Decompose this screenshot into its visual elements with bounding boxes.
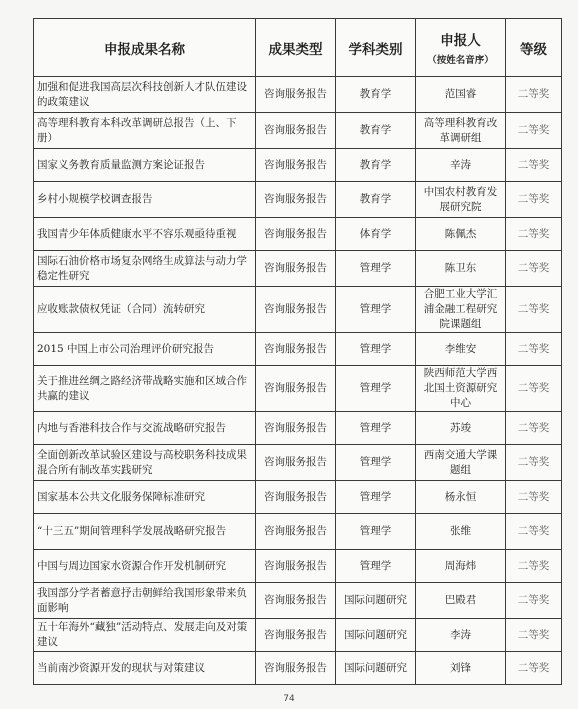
table-row xyxy=(34,619,562,652)
achievement-name-cell: 2015 中国上市公司治理评价研究报告 xyxy=(34,333,256,366)
table-header-row xyxy=(34,19,562,77)
subject-category-cell: 管理学 xyxy=(336,412,416,445)
reporter-cell: 周海炜 xyxy=(416,550,506,583)
table-row xyxy=(34,218,562,251)
achievement-type-cell: 咨询服务报告 xyxy=(256,550,336,583)
achievement-type-cell: 咨询服务报告 xyxy=(256,514,336,550)
subject-category-cell: 教育学 xyxy=(336,182,416,218)
page-number: 74 xyxy=(283,694,295,704)
achievement-name-cell: 国家基本公共文化服务保障标准研究 xyxy=(34,481,256,514)
achievement-type-cell: 咨询服务报告 xyxy=(256,652,336,685)
award-grade-cell: 二等奖 xyxy=(506,251,562,287)
subject-category-cell: 国际问题研究 xyxy=(336,619,416,652)
header-subject: 学科类别 xyxy=(336,19,416,77)
achievement-name-cell: 关于推进丝绸之路经济带战略实施和区域合作共赢的建议 xyxy=(34,366,256,412)
achievement-type-cell: 咨询服务报告 xyxy=(256,218,336,251)
achievement-name-cell: 高等理科教育本科改革调研总报告（上、下册） xyxy=(34,113,256,149)
subject-category-cell: 管理学 xyxy=(336,287,416,333)
subject-category-cell: 管理学 xyxy=(336,514,416,550)
achievement-name-cell: “十三五”期间管理科学发展战略研究报告 xyxy=(34,514,256,550)
achievement-name-cell: 应收账款债权凭证（合同）流转研究 xyxy=(34,287,256,333)
reporter-cell: 杨永恒 xyxy=(416,481,506,514)
table-row xyxy=(34,652,562,685)
achievement-type-cell: 咨询服务报告 xyxy=(256,182,336,218)
subject-category-cell: 管理学 xyxy=(336,333,416,366)
award-grade-cell: 二等奖 xyxy=(506,287,562,333)
reporter-cell: 苏竣 xyxy=(416,412,506,445)
table-row xyxy=(34,182,562,218)
achievement-type-cell: 咨询服务报告 xyxy=(256,287,336,333)
achievement-name-cell: 中国与周边国家水资源合作开发机制研究 xyxy=(34,550,256,583)
subject-category-cell: 管理学 xyxy=(336,550,416,583)
table-row xyxy=(34,77,562,113)
achievement-name-cell: 内地与香港科技合作与交流战略研究报告 xyxy=(34,412,256,445)
achievement-type-cell: 咨询服务报告 xyxy=(256,77,336,113)
subject-category-cell: 教育学 xyxy=(336,149,416,182)
award-grade-cell: 二等奖 xyxy=(506,550,562,583)
achievement-type-cell: 咨询服务报告 xyxy=(256,149,336,182)
award-grade-cell: 二等奖 xyxy=(506,583,562,619)
achievement-type-cell: 咨询服务报告 xyxy=(256,113,336,149)
award-grade-cell: 二等奖 xyxy=(506,333,562,366)
achievement-name-cell: 我国青少年体质健康水平不容乐观亟待重视 xyxy=(34,218,256,251)
award-grade-cell: 二等奖 xyxy=(506,77,562,113)
award-grade-cell: 二等奖 xyxy=(506,652,562,685)
achievement-name-cell: 我国部分学者蓄意抒击朝鲜给我国形象带来负面影响 xyxy=(34,583,256,619)
header-name: 申报成果名称 xyxy=(34,19,256,77)
reporter-cell: 李涛 xyxy=(416,619,506,652)
award-grade-cell: 二等奖 xyxy=(506,218,562,251)
table-row xyxy=(34,514,562,550)
reporter-cell: 李维安 xyxy=(416,333,506,366)
header-type: 成果类型 xyxy=(256,19,336,77)
achievement-type-cell: 咨询服务报告 xyxy=(256,366,336,412)
award-grade-cell: 二等奖 xyxy=(506,113,562,149)
reporter-cell: 陈佩杰 xyxy=(416,218,506,251)
subject-category-cell: 体育学 xyxy=(336,218,416,251)
awards-table xyxy=(33,18,562,685)
subject-category-cell: 国际问题研究 xyxy=(336,652,416,685)
reporter-cell: 中国农村教育发展研究院 xyxy=(416,182,506,218)
award-grade-cell: 二等奖 xyxy=(506,366,562,412)
subject-category-cell: 教育学 xyxy=(336,77,416,113)
subject-category-cell: 管理学 xyxy=(336,251,416,287)
subject-category-cell: 管理学 xyxy=(336,481,416,514)
award-grade-cell: 二等奖 xyxy=(506,619,562,652)
reporter-cell: 巴殿君 xyxy=(416,583,506,619)
subject-category-cell: 管理学 xyxy=(336,445,416,481)
table-row xyxy=(34,583,562,619)
table-row xyxy=(34,366,562,412)
award-grade-cell: 二等奖 xyxy=(506,445,562,481)
table-row xyxy=(34,445,562,481)
reporter-cell: 陈卫东 xyxy=(416,251,506,287)
reporter-cell: 合肥工业大学汇浦金融工程研究院课题组 xyxy=(416,287,506,333)
reporter-cell: 刘锋 xyxy=(416,652,506,685)
achievement-type-cell: 咨询服务报告 xyxy=(256,583,336,619)
header-grade: 等级 xyxy=(506,19,562,77)
achievement-type-cell: 咨询服务报告 xyxy=(256,445,336,481)
table-row xyxy=(34,481,562,514)
reporter-cell: 陕西师范大学西北国土资源研究中心 xyxy=(416,366,506,412)
award-grade-cell: 二等奖 xyxy=(506,149,562,182)
award-grade-cell: 二等奖 xyxy=(506,514,562,550)
award-grade-cell: 二等奖 xyxy=(506,182,562,218)
achievement-name-cell: 加强和促进我国高层次科技创新人才队伍建设的政策建议 xyxy=(34,77,256,113)
reporter-cell: 范国睿 xyxy=(416,77,506,113)
header-reporter-title: 申报人 xyxy=(440,33,481,49)
reporter-cell: 张维 xyxy=(416,514,506,550)
achievement-type-cell: 咨询服务报告 xyxy=(256,333,336,366)
table-row xyxy=(34,412,562,445)
achievement-type-cell: 咨询服务报告 xyxy=(256,412,336,445)
achievement-name-cell: 五十年海外“藏独”活动特点、发展走向及对策建议 xyxy=(34,619,256,652)
achievement-name-cell: 乡村小规模学校调查报告 xyxy=(34,182,256,218)
achievement-name-cell: 国际石油价格市场复杂网络生成算法与动力学稳定性研究 xyxy=(34,251,256,287)
table-row xyxy=(34,550,562,583)
header-reporter xyxy=(416,19,506,77)
table-row xyxy=(34,113,562,149)
reporter-cell: 西南交通大学课题组 xyxy=(416,445,506,481)
table-row xyxy=(34,287,562,333)
subject-category-cell: 管理学 xyxy=(336,366,416,412)
achievement-name-cell: 国家义务教育质量监测方案论证报告 xyxy=(34,149,256,182)
reporter-cell: 辛涛 xyxy=(416,149,506,182)
table-row xyxy=(34,333,562,366)
achievement-type-cell: 咨询服务报告 xyxy=(256,251,336,287)
achievement-type-cell: 咨询服务报告 xyxy=(256,481,336,514)
achievement-name-cell: 全面创新改革试验区建设与高校职务科技成果混合所有制改革实践研究 xyxy=(34,445,256,481)
award-grade-cell: 二等奖 xyxy=(506,412,562,445)
header-reporter-note: （按姓名音序） xyxy=(427,55,494,66)
subject-category-cell: 教育学 xyxy=(336,113,416,149)
reporter-cell: 高等理科教育改革调研组 xyxy=(416,113,506,149)
award-grade-cell: 二等奖 xyxy=(506,481,562,514)
table-row xyxy=(34,149,562,182)
achievement-name-cell: 当前南沙资源开发的现状与对策建议 xyxy=(34,652,256,685)
achievement-type-cell: 咨询服务报告 xyxy=(256,619,336,652)
subject-category-cell: 国际问题研究 xyxy=(336,583,416,619)
table-row xyxy=(34,251,562,287)
